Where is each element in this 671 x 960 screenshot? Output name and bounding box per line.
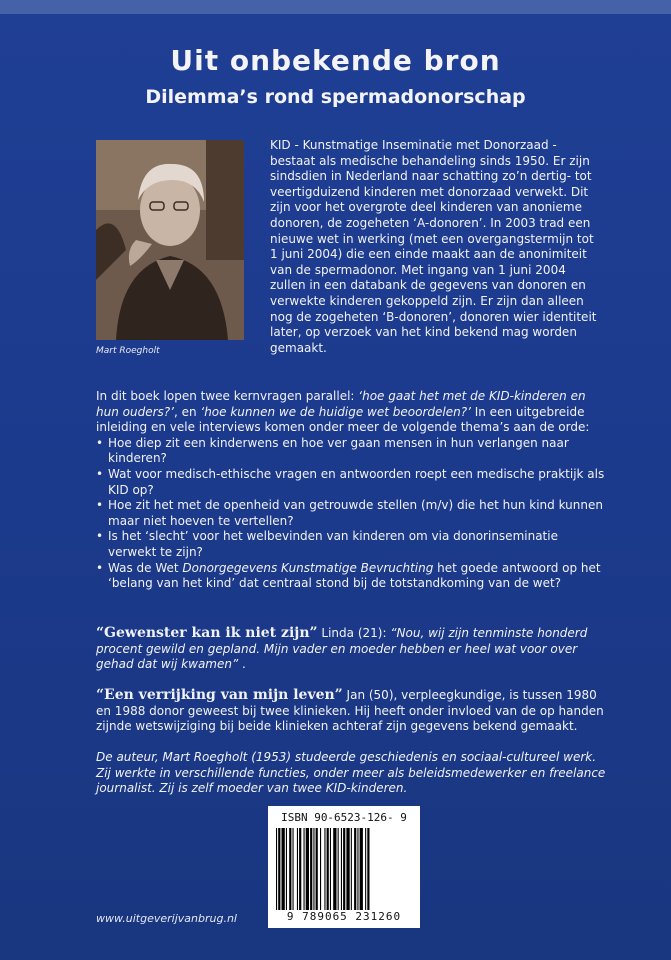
list-item: • Wat voor medisch-ethische vragen en antwoorden roept een medische praktijk als KID op?: [96, 467, 606, 498]
cover-top-edge: [0, 0, 671, 14]
quote-heading: “Gewenster kan ik niet zijn”: [96, 625, 318, 641]
barcode-bar: [286, 828, 287, 910]
author-photo: [96, 140, 244, 340]
author-portrait-image: [96, 140, 244, 340]
barcode-bar: [278, 828, 280, 910]
barcode-bar: [346, 828, 349, 910]
barcode-bar: [316, 828, 318, 910]
barcode-bar: [276, 828, 277, 910]
barcode-bar: [367, 828, 369, 910]
quote-linda: “Gewenster kan ik niet zijn” Linda (21): “Nou, wij zijn tenminste honderd procent gewild en gepland. Mijn vader en moeder hebben er heel wat voor over gehad dat wij kwamen” .: [96, 625, 588, 672]
barcode-bar: [330, 828, 331, 910]
barcode-bar: [293, 828, 294, 910]
barcode-bar: [297, 828, 298, 910]
barcode-bar: [282, 828, 285, 910]
intro-paragraph: KID - Kunstmatige Inseminatie met Donorzaad - bestaat als medische behandeling sinds 1950. Er zijn sindsdien in Nederland naar schatting zo’n dertig- tot veertigduizend kinderen met donorzaad verwekt. Dit zijn voor het overgrote deel kinderen van anonieme donoren, de zogeheten ‘A-donoren’. In 2003 trad een nieuwe wet in werking (met een overgangstermijn tot 1 juni 2004) die een einde maakt aan de anonimiteit van de spermadonor. Met ingang van 1 juni 2004 zullen in een databank de gegevens van donoren en verwekte kinderen gekoppeld zijn. Er zijn dan alleen nog de zogeheten ‘B-donoren’, donoren wier identiteit later, op verzoek van het kind bekend mag worden gemaakt.: [270, 138, 597, 355]
barcode-bar: [338, 828, 339, 910]
author-bio: De auteur, Mart Roegholt (1953) studeerde geschiedenis en sociaal-cultureel werk. Zij werkte in verschillende functies, onder meer als beleidsmedewerker en freelance journalist. Zij is zelf moeder van twee KID-kinderen.: [96, 750, 606, 796]
barcode-bar: [289, 828, 291, 910]
barcode-bar: [354, 828, 356, 910]
barcode-bar: [333, 828, 336, 910]
list-item: • Hoe zit het met de openheid van getrouwde stellen (m/v) die het hun kind kunnen maar niet hoeven te vertellen?: [96, 498, 606, 529]
barcode-bar: [357, 828, 358, 910]
question-1: ‘hoe gaat het met de KID-kinderen en hun ouders?’: [96, 389, 586, 419]
barcode-bar: [313, 828, 314, 910]
quote-heading: “Een verrijking van mijn leven”: [96, 687, 343, 703]
barcode-bar: [320, 828, 321, 910]
barcode-bar: [304, 828, 305, 910]
main-paragraph: [96, 389, 606, 592]
barcode-bar: [299, 828, 301, 910]
barcode-bar: [343, 828, 345, 910]
kernvragen-text: In dit boek lopen twee kernvragen parallel: ‘hoe gaat het met de KID-kinderen en hun ouders?’, en ‘hoe kunnen we de huidige wet beoordelen?’ In een uitgebreide inleiding en vele interviews komen onder meer de volgende thema’s aan de orde:: [96, 389, 590, 435]
barcode-bar: [327, 828, 329, 910]
list-item: • Was de Wet Donorgegevens Kunstmatige Bevruchting het goede antwoord op het ‘belang van het kind’ dat centraal stond bij de totstandkoming van de wet?: [96, 561, 606, 592]
list-item: • Is het ‘slecht’ voor het welbevinden van kinderen om via donorinseminatie verwekt te zijn?: [96, 529, 606, 560]
book-title: Uit onbekende bron: [170, 44, 501, 77]
book-subtitle: Dilemma’s rond spermadonorschap: [145, 86, 526, 108]
barcode-bar: [310, 828, 312, 910]
quote-text: Jan (50), verpleegkundige, is tussen 1980 en 1988 donor geweest bij twee klinieken. Hij heeft onder invloed van de op handen zijnde wetswijziging bij beide klinieken achteraf zijn gegevens bekend gemaakt.: [96, 688, 604, 734]
barcode-bar: [351, 828, 352, 910]
barcode-bar: [306, 828, 309, 910]
barcode-bar: [324, 828, 325, 910]
publisher-url[interactable]: www.uitgeverijvanbrug.nl: [96, 912, 237, 925]
isbn-label: ISBN 90-6523-126- 9: [281, 811, 407, 824]
barcode-bar: [360, 828, 363, 910]
barcode-bars: [276, 828, 412, 910]
quote-text: “Nou, wij zijn tenminste honderd procent gewild en gepland. Mijn vader en moeder hebben er heel wat voor over gehad dat wij kwamen”: [96, 626, 588, 672]
list-item: • Hoe diep zit een kinderwens en hoe ver gaan mensen in hun verlangen naar kinderen?: [96, 436, 606, 467]
quote-jan: [96, 688, 606, 735]
barcode-bar: [365, 828, 366, 910]
question-2: ‘hoe kunnen we de huidige wet beoordelen?’: [200, 404, 471, 419]
themes-list: [96, 436, 606, 592]
isbn-barcode: [268, 806, 420, 928]
photo-caption: Mart Roegholt: [96, 346, 160, 356]
ean-number: 9 789065 231260: [286, 910, 402, 923]
barcode-bar: [341, 828, 342, 910]
